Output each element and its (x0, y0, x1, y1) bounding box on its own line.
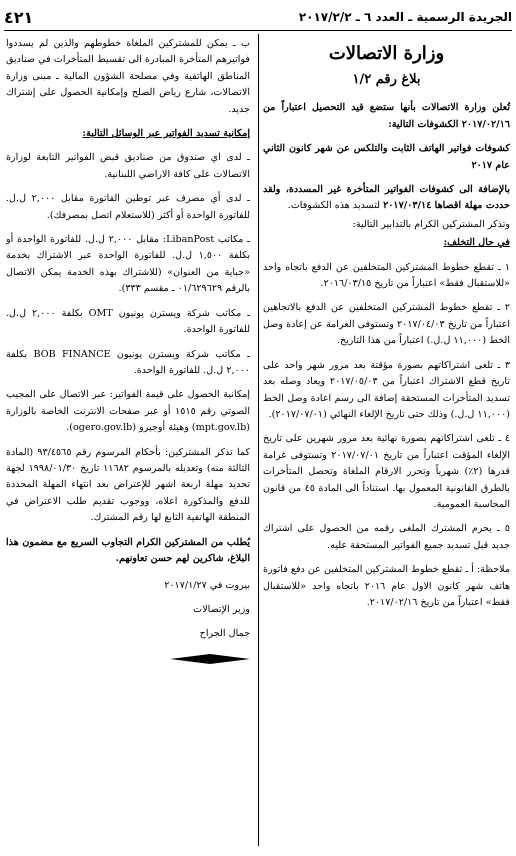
note-a: ملاحظة: أ ـ تقطع خطوط المشتركين المتخلفين عن دفع فاتورة هاتف شهر كانون الاول عام ٢٠١٦ باتجاه واحد «للاستقبال فقط» اعتباراً من تاريخ ٢٠١٧/٠٢/١٦. (263, 564, 510, 608)
page-header (4, 6, 512, 28)
announcement-intro: تُعلن وزارة الاتصالات بأنها ستضع قيد التحصيل اعتباراً من ٢٠١٧/٠٢/١٦ الكشوفات التالية: (263, 102, 510, 130)
payment-methods-heading: إمكانية تسديد الفواتير عبر الوسائل التالية: (82, 128, 250, 140)
payment-method-1: ـ لدى اي صندوق من صناديق قبض الفواتير التابعة لوزارة الاتصالات على كافة الاراضي اللبنانية. (6, 152, 250, 180)
measure-2: ٢ ـ تقطع خطوط المشتركين المتخلفين عن الدفع بالاتجاهين اعتباراً من تاريخ ٢٠١٧/٠٤/٠٣ وتستوفى الغرامة عن إعادة وصل الخط (١١,٠٠٠ ل.ل.) اعتباراً من هذا التاريخ. (263, 302, 510, 347)
payment-method-3: ـ مكاتب LibanPost: مقابل ٢,٠٠٠ ل.ل. للفاتورة الواحدة أو بكلفة ١,٥٠٠ ل.ل. للفاتورة الواحدة عبر الاشتراك بخدمة «جباية من العنوان» (للاشتراك بهذه الخدمة يمكن الاتصال بالرقم ٠١/٦٢٩٦٢٩ ـ مقسم ٣٣٣). (6, 234, 250, 295)
measure-1: ١ ـ تقطع خطوط المشتركين المتخلفين عن الدفع باتجاه واحد «للاستقبال فقط» اعتباراً من تاريخ ٢٠١٦/٠٣/١٥. (263, 261, 510, 290)
payment-method-4: ـ مكاتب شركة ويسترن يونيون OMT بكلفة ٢,٠٠٠ ل.ل. للفاتورة الواحدة. (6, 307, 251, 336)
ministry-heading: وزارة الاتصالات (328, 43, 445, 64)
header-rule (4, 30, 512, 31)
end-ornament-icon (170, 653, 250, 665)
measure-3: ٣ ـ تلغى اشتراكاتهم بصورة مؤقتة بعد مرور شهر واحد على تاريخ قطع الاشتراك اعتباراً من ٢٠١٧/٠٥/٠٣ ويعاد وصله بعد تسديد المتأخرات المستحقة إضافة الى رسم اعادة وصل الخط (١١,٠٠٠ ل.ل.) وذلك حتى تاريخ الإلغاء النهائي (٢٠١٧/٠٧/٠١). (263, 359, 510, 420)
objection-reminder: كما تذكر المشتركين: بأحكام المرسوم رقم ٩٣/٤٥٦٥ (المادة الثالثة منه) وتعديله بالمرسوم ١١٦٨٢ تاريخ ١٩٩٨/٠١/٣٠ لجهة تحديد مهلة اربعة اشهر للإعتراض بعد انتهاء المهلة المحددة للدفع والمذكورة اعلاه، ووجوب تقديم طلب الاعتراض في المنطقة الهاتفية التابع لها رقم المشترك. (6, 446, 251, 524)
bulletin-number: بلاغ رقم ١/٢ (352, 72, 421, 87)
right-column (263, 36, 510, 619)
payment-method-5: ـ مكاتب شركة ويسترن يونيون BOB FINANCE بكلفة ٢,٠٠٠ ل.ل. للفاتورة الواحدة. (6, 348, 250, 376)
statement-item-1: كشوفات فواتير الهاتف الثابت والتلكس عن شهر كانون الثاني عام ٢٠١٧ (263, 143, 510, 171)
cooperation-request: يُطلب من المشتركين الكرام التجاوب السريع مع مضمون هذا البلاغ، شاكرين لهم حسن تعاونهم. (6, 536, 250, 564)
measure-5: ٥ ـ يحرم المشترك الملغى رقمه من الحصول على اشتراك جديد قبل تسديد جميع الفواتير المستحقة عليه. (263, 523, 510, 551)
left-column (6, 36, 250, 672)
reminder-intro: وتذكر المشتركين الكرام بالتدابير التالية: (352, 218, 510, 230)
statement-item-2-bold: بالإضافة الى كشوفات الفواتير المتأخرة غير المسددة، ولقد حددت مهلة اقصاها ٢٠١٧/٠٣/١٤ (263, 184, 510, 212)
statement-item-2-rest: لتسديد هذه الكشوفات. (287, 200, 381, 212)
payment-method-2: ـ لدى أي مصرف عبر توطين الفاتورة مقابل ٢,٠٠٠ ل.ل. للفاتورة الواحدة أو أكثر (للاستعلام اتصل بمصرفك). (6, 193, 250, 221)
gazette-title: الجريدة الرسمية ـ العدد ٦ ـ ٢٠١٧/٢/٢ (298, 10, 512, 24)
minister-name: جمال الجراح (199, 628, 250, 640)
signing-date: بيروت في ٢٠١٧/١/٢٧ (164, 580, 250, 592)
column-divider (258, 34, 259, 846)
bill-info: إمكانية الحصول على قيمة الفواتير: عبر الاتصال على المجيب الصوتي رقم ١٥١٥ أو عبر صفحات الانترنت الخاصة بالوزارة (mpt.gov.lb) وهيئة أوجيرو (ogero.gov.lb). (6, 389, 251, 434)
note-b: ب ـ يمكن للمشتركين الملغاة خطوطهم والذين لم يسددوا فواتيرهم المتأخرة المبادرة الى تقسيط المتأخرات في صناديق المناطق الهاتفية وفي مصلحة الشؤون المالية ـ مبنى وزارة الاتصالات، شارع رياض الصلح وإمكانية الحصول على إشتراك جديد. (6, 38, 250, 115)
statement-item-2 (263, 182, 510, 215)
minister-title: وزير الإتصالات (193, 604, 250, 616)
late-payment-heading: في حال التخلف: (443, 237, 510, 249)
page-number: ٤٢١ (4, 7, 34, 27)
measure-4: ٤ ـ تلغى اشتراكاتهم بصورة نهائية بعد مرور شهرين على تاريخ الإلغاء المؤقت اعتباراً من تاريخ ٢٠١٧/٠٧/٠١ وتستوفى غرامة قدرها (٢٪) شهرياً وتحرر الارقام الملغاة وتحصل المتأخرات بالطرق القانونية المعمول بها. استناداً الى المادة ٤٥ من قانون المحاسبة العمومية. (263, 433, 511, 510)
